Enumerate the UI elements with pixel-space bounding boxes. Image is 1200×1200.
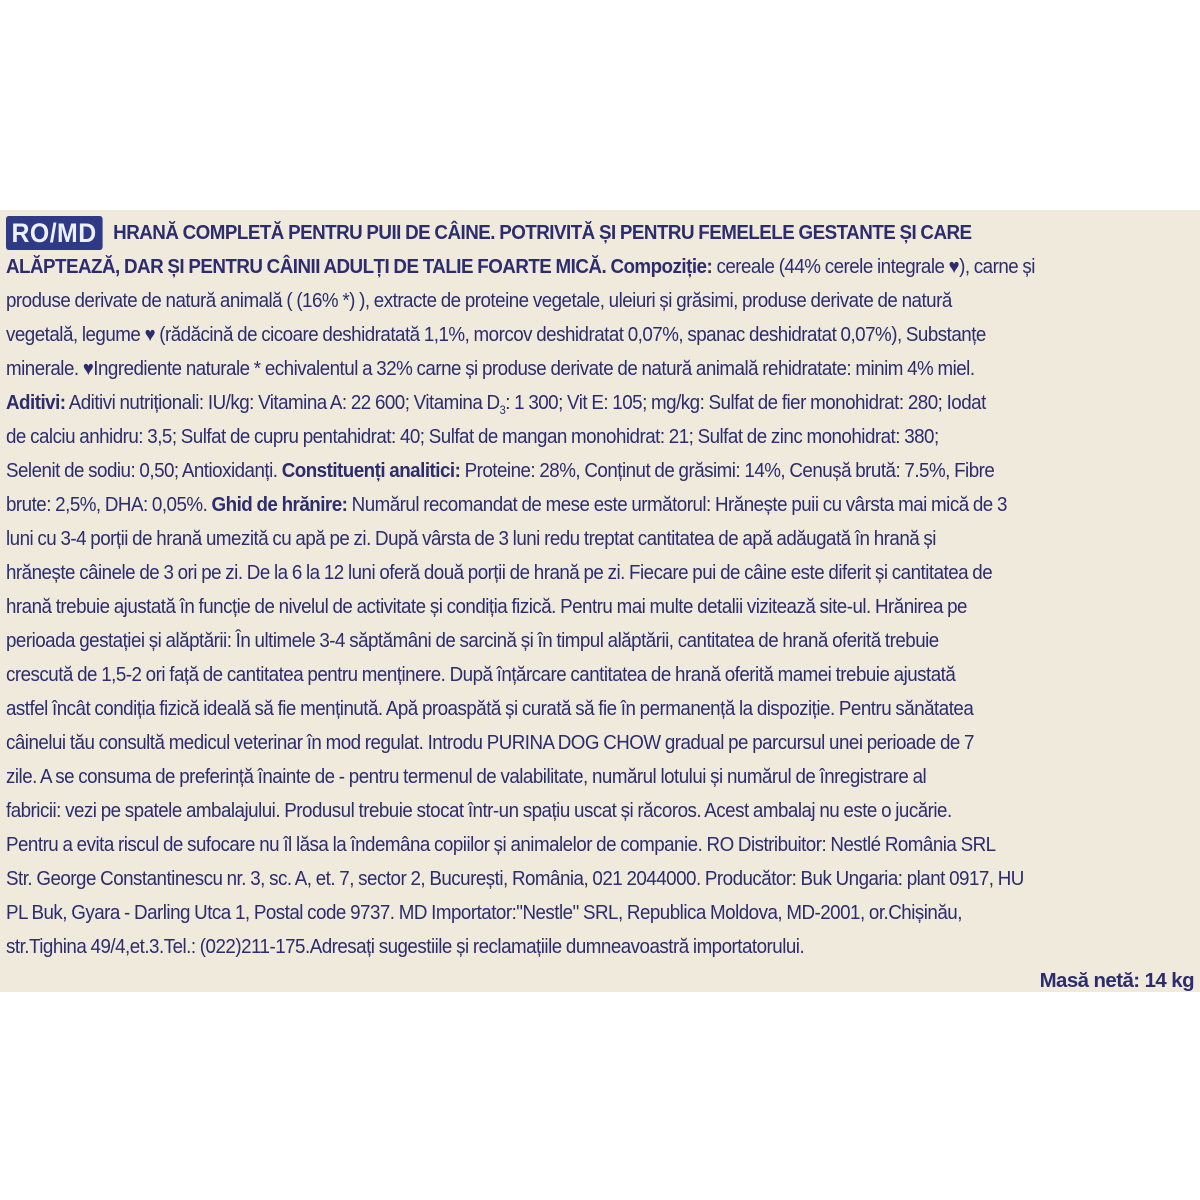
additives-label: Aditivi: [6, 392, 66, 414]
line-4-start: vegetală, legume [6, 324, 145, 346]
heart-icon: ♥ [144, 324, 155, 346]
additives-text-start: Aditivi nutriționali: IU/kg: Vitamina A: 22 600; Vitamina D [65, 392, 500, 414]
label-line-20: Str. George Constantinescu nr. 3, sc. A, et. 7, sector 2, București, România, 021 2044000. Producător: Buk Ungaria: plant 0917, HU [6, 868, 1024, 890]
heart-icon: ♥ [82, 358, 94, 380]
composition-label: Compoziție: [610, 256, 713, 278]
feeding-guide-label: Ghid de hrănire: [211, 494, 348, 516]
label-line-9 [6, 488, 1195, 522]
line-5-end: Ingrediente naturale * echivalentul a 32% carne și produse derivate de natură animală rehidratate: minim 4% miel. [93, 358, 975, 380]
line-8-end: Proteine: 28%, Conținut de grăsimi: 14%, Cenușă brută: 7.5%, Fibre [460, 460, 995, 482]
additives-text-end: : 1 300; Vit E: 105; mg/kg: Sulfat de fier monohidrat: 280; Iodat [505, 392, 986, 414]
line-5-start: minerale. [6, 358, 83, 380]
line-9-end: Numărul recomandat de mese este următorul: Hrănește puii cu vârsta mai mică de 3 [347, 494, 1007, 516]
analytical-constituents-label: Constituenți analitici: [281, 460, 461, 482]
net-weight: Masă netă: 14 kg [1039, 970, 1194, 992]
label-line-8 [6, 454, 1195, 488]
label-line-2 [6, 250, 1195, 284]
line-9-start: brute: 2,5%, DHA: 0,05%. [6, 494, 212, 516]
composition-text-start: cereale (44% cerele integrale [712, 256, 949, 278]
label-line-6 [6, 386, 1195, 420]
product-title-part-2: ALĂPTEAZĂ, DAR ȘI PENTRU CÂINII ADULȚI DE TALIE FOARTE MICĂ. [6, 256, 607, 278]
label-line-1 [6, 216, 1195, 250]
label-line-12: hrană trebuie ajustată în funcție de nivelul de activitate și condiția fizică. Pentru mai multe detalii vizitează site-ul. Hrănirea pe [6, 596, 967, 618]
label-line-21: PL Buk, Gyara - Darling Utca 1, Postal code 9737. MD Importator:"Nestle" SRL, Republica Moldova, MD-2001, or.Chișinău, [6, 902, 962, 924]
label-line-17: zile. A se consuma de preferință înainte de - pentru termenul de valabilitate, numărul lotului și numărul de înregistrare al [6, 766, 927, 788]
vitamin-d-subscript: 3 [499, 403, 506, 418]
label-line-14: crescută de 1,5-2 ori față de cantitatea pentru menținere. După înțărcare cantitatea de hrană oferită mamei trebuie ajustată [6, 664, 956, 686]
label-line-19: Pentru a evita riscul de sufocare nu îl lăsa la îndemâna copiilor și animalelor de companie. RO Distribuitor: Nestlé România SRL [6, 834, 996, 856]
label-text [6, 216, 1195, 964]
label-line-10: luni cu 3-4 porții de hrană umezită cu apă pe zi. După vârsta de 3 luni redu treptat cantitatea de apă adăugată în hrană și [6, 528, 936, 550]
line-8-start: Selenit de sodiu: 0,50; Antioxidanți. [6, 460, 282, 482]
label-line-18: fabricii: vezi pe spatele ambalajului. Produsul trebuie stocat într-un spațiu uscat și răcoros. Acest ambalaj nu este o jucărie. [6, 800, 952, 822]
label-line-13: perioada gestației și alăptării: În ultimele 3-4 săptămâni de sarcină și în timpul alăptării, cantitatea de hrană oferită trebuie [6, 630, 939, 652]
label-line-11: hrănește câinele de 3 ori pe zi. De la 6 la 12 luni oferă două porții de hrană pe zi. Fiecare pui de câine este diferit și cantitatea de [6, 562, 993, 584]
line-4-end: (rădăcină de cicoare deshidratată 1,1%, morcov deshidratat 0,07%, spanac deshidratat 0,07%), Substanțe [154, 324, 986, 346]
label-line-5 [6, 352, 1195, 386]
heart-icon: ♥ [948, 256, 960, 278]
label-line-15: astfel încât condiția fizică ideală să fie menținută. Apă proaspătă și curată să fie în permanență la dispoziție. Pentru sănătatea [6, 698, 974, 720]
label-line-7: de calciu anhidru: 3,5; Sulfat de cupru pentahidrat: 40; Sulfat de mangan monohidrat: 21; Sulfat de zinc monohidrat: 380; [6, 426, 939, 448]
label-line-3: produse derivate de natură animală ( (16% *) ), extracte de proteine vegetale, uleiuri și grăsimi, produse derivate de natură [6, 290, 952, 312]
language-badge: RO/MD [6, 216, 102, 250]
product-title-part-1: HRANĂ COMPLETĂ PENTRU PUII DE CÂINE. POTRIVITĂ ȘI PENTRU FEMELELE GESTANTE ȘI CARE [113, 222, 972, 244]
composition-text-end: ), carne și [959, 256, 1035, 278]
ingredients-label-panel [0, 210, 1200, 992]
label-line-4 [6, 318, 1195, 352]
label-line-22: str.Tighina 49/4,et.3.Tel.: (022)211-175.Adresați sugestiile și reclamațiile dumneavoastră importatorului. [6, 936, 805, 958]
label-line-16: câinelui tău consultă medicul veterinar în mod regulat. Introdu PURINA DOG CHOW gradual pe parcursul unei perioade de 7 [6, 732, 974, 754]
